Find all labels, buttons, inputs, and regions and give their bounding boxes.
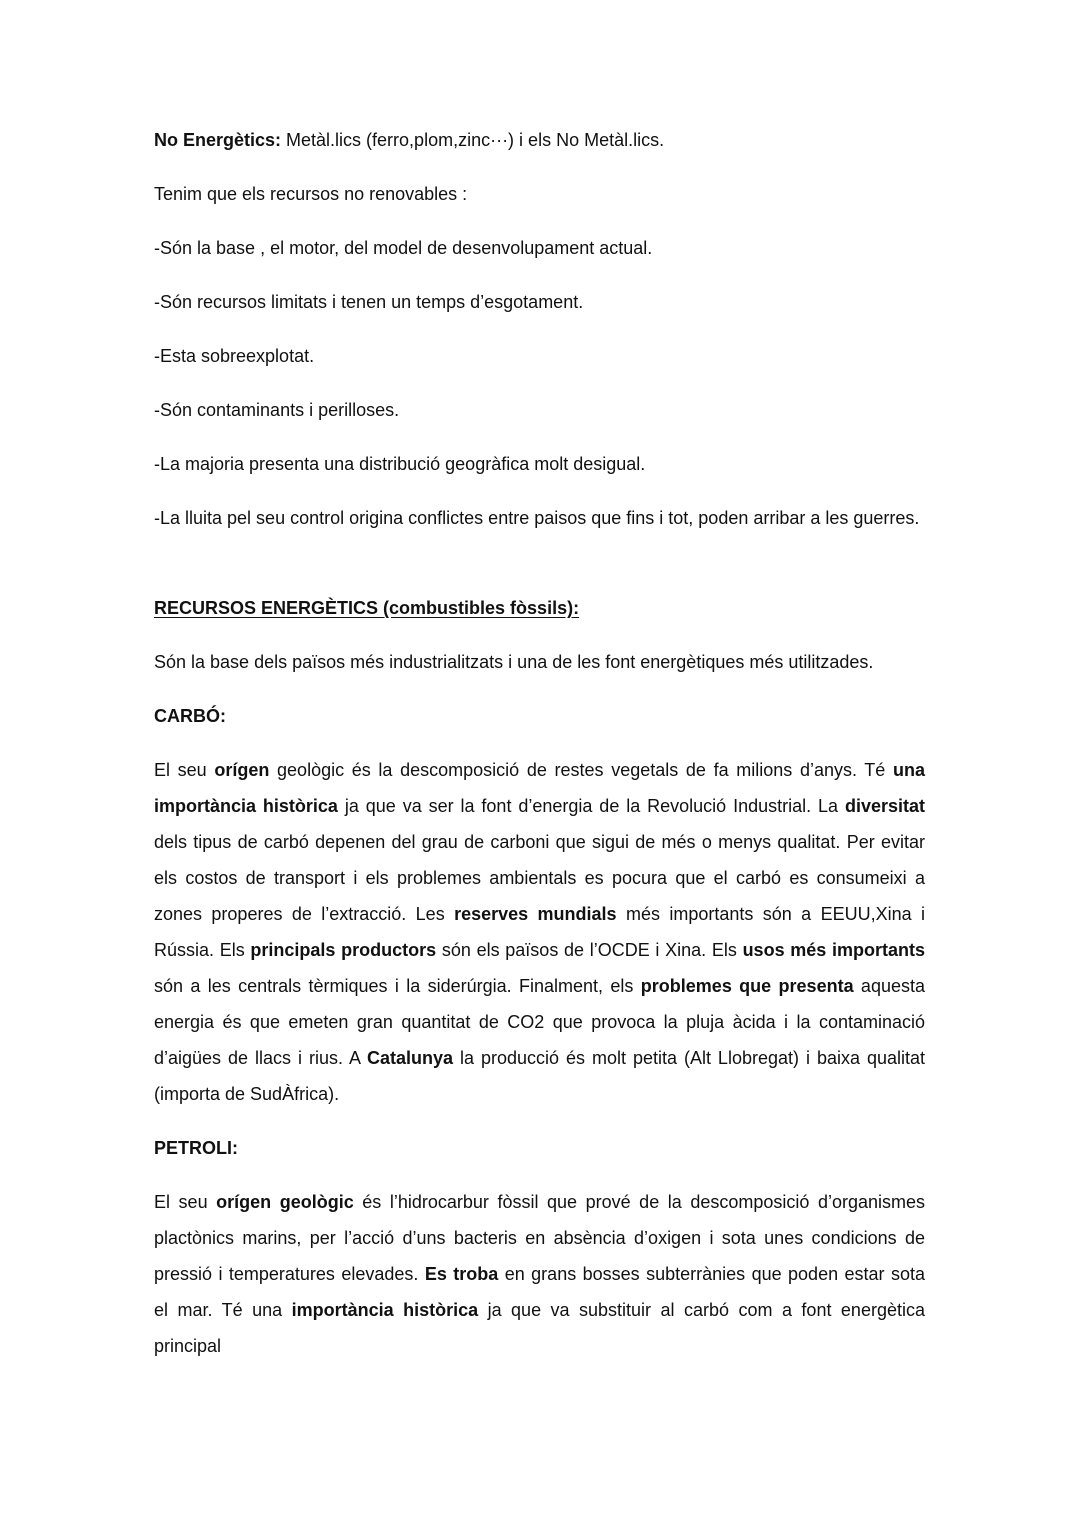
energetics-heading: RECURSOS ENERGÈTICS (combustibles fòssils): — [154, 598, 580, 618]
text-run: ja que va ser la font d’energia de la Revolució Industrial. La — [337, 796, 845, 816]
energetics-intro: Són la base dels països més industrialitzats i una de les font energètiques més utilitzades. — [154, 652, 874, 672]
carbo-paragraph — [154, 752, 925, 1112]
bold-run: Es troba — [424, 1264, 499, 1284]
bold-run: usos més importants — [742, 940, 926, 960]
no-energetics-label: No Energètics: — [154, 130, 282, 150]
bold-run: importància històrica — [291, 1300, 479, 1320]
carbo-title-text: CARBÓ: — [154, 706, 226, 726]
petroli-paragraph — [154, 1184, 925, 1364]
petroli-title-text: PETROLI: — [154, 1138, 238, 1158]
bullet-item: -La lluita pel seu control origina conflictes entre paisos que fins i tot, poden arribar a les guerres. — [154, 508, 920, 528]
text-run: El seu — [154, 760, 215, 780]
text-run: són a les centrals tèrmiques i la siderúrgia. Finalment, els — [154, 976, 641, 996]
bold-run: problemes que presenta — [640, 976, 854, 996]
no-energetics-paragraph — [154, 122, 925, 158]
bold-run: una importància històrica — [154, 760, 925, 816]
text-run: aquesta energia és que emeten gran quantitat de CO2 que provoca la pluja àcida i la contaminació d’aigües de llacs i rius. A — [154, 976, 925, 1068]
text-run: la producció és molt petita (Alt Llobregat) i baixa qualitat (importa de SudÀfrica). — [154, 1048, 925, 1104]
bold-run: Catalunya — [366, 1048, 453, 1068]
text-run: són els països de l’OCDE i Xina. Els — [436, 940, 743, 960]
text-run: geològic és la descomposició de restes vegetals de fa milions d’anys. Té — [269, 760, 893, 780]
bullet-item: -Són la base , el motor, del model de desenvolupament actual. — [154, 238, 653, 258]
section-heading — [154, 590, 925, 626]
petroli-title — [154, 1130, 925, 1166]
bullet-item: -Són contaminants i perilloses. — [154, 400, 400, 420]
bold-run: principals productors — [250, 940, 437, 960]
text-run: més importants són a EEUU,Xina i Rússia. Els — [154, 904, 925, 960]
no-energetics-text: Metàl.lics (ferro,plom,zinc···) i els No Metàl.lics. — [281, 130, 665, 150]
tenim-paragraph: Tenim que els recursos no renovables : — [154, 184, 468, 204]
bold-run: orígen geològic — [216, 1192, 354, 1212]
bullet-item: -La majoria presenta una distribució geogràfica molt desigual. — [154, 454, 646, 474]
text-run: ja que va substituir al carbó com a font energètica principal — [154, 1300, 925, 1356]
text-run: és l’hidrocarbur fòssil que prové de la descomposició d’organismes plactònics marins, per l’acció d’uns bacteris en absència d’oxigen i sota unes condicions de pressió i temperatures elevades. — [154, 1192, 925, 1284]
bullet-item: -Són recursos limitats i tenen un temps d’esgotament. — [154, 292, 584, 312]
document-page — [154, 122, 925, 1382]
text-run: dels tipus de carbó depenen del grau de carboni que sigui de més o menys qualitat. Per evitar els costos de transport i els problemes ambientals es pocura que el carbó es consumeixi a zones properes de l’extracció. Les — [154, 832, 925, 924]
bold-run: orígen — [214, 760, 270, 780]
text-run: en grans bosses subterrànies que poden estar sota el mar. Té una — [154, 1264, 925, 1320]
bold-run: diversitat — [844, 796, 925, 816]
bold-run: reserves mundials — [454, 904, 617, 924]
carbo-title — [154, 698, 925, 734]
bullet-item: -Esta sobreexplotat. — [154, 346, 315, 366]
text-run: El seu — [154, 1192, 217, 1212]
